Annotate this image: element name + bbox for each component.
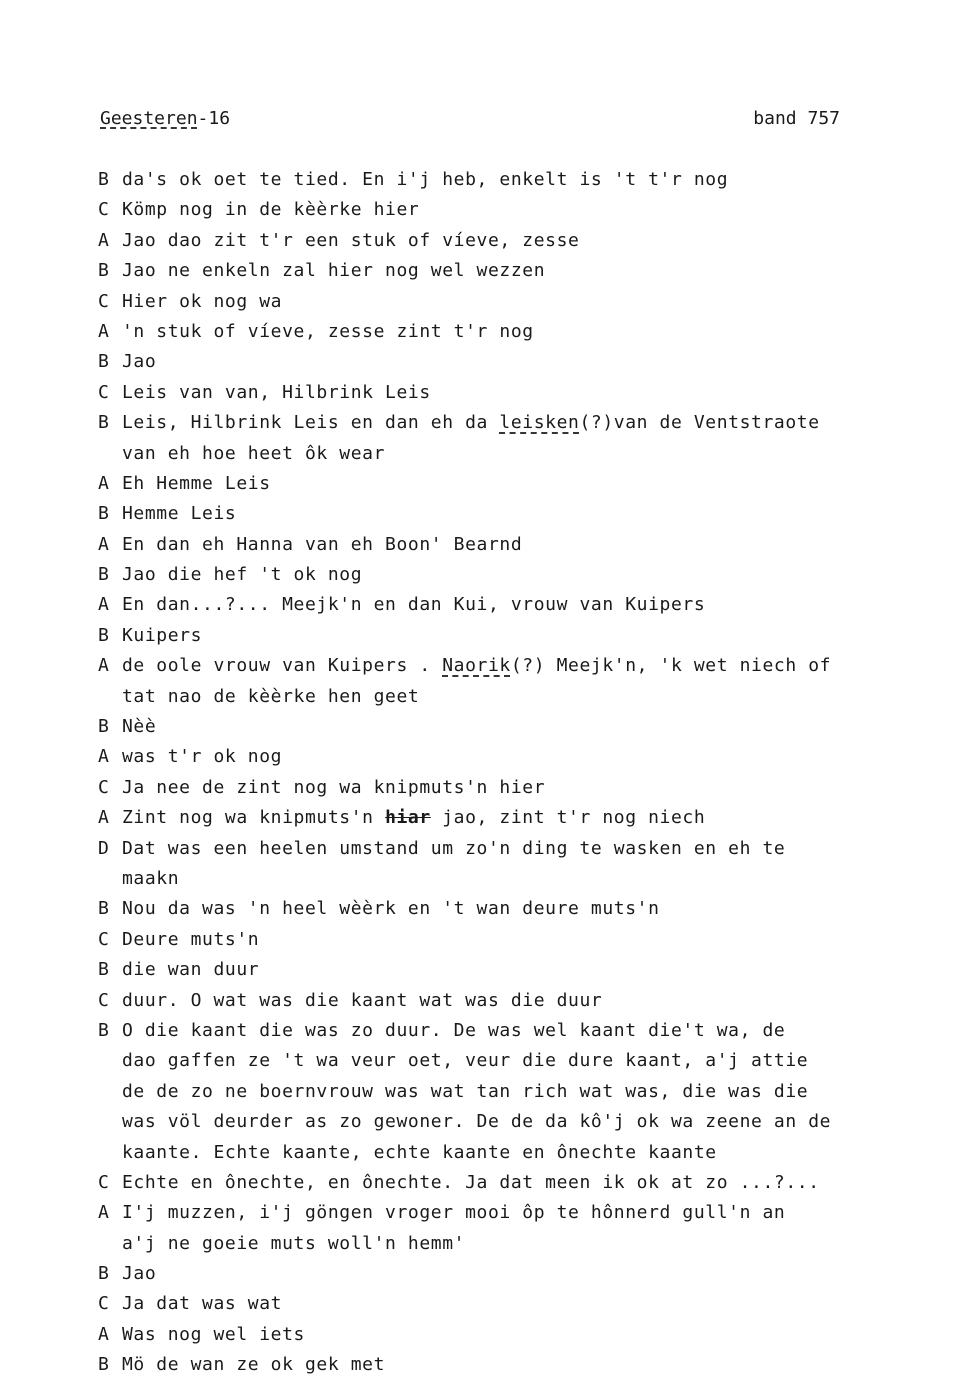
speaker-label: B — [98, 898, 110, 920]
header-place-number — [100, 106, 230, 132]
utterance-text-part: jao, zint t'r nog niech — [430, 807, 706, 829]
utterance-text-part: (?) Meejk'n, 'k wet niech of — [510, 655, 832, 677]
utterance-text: Mö de wan ze ok gek met — [122, 1354, 386, 1376]
header-number: -16 — [197, 108, 231, 129]
utterance-text: En dan...?... Meejk'n en dan Kui, vrouw van Kuipers — [122, 594, 706, 616]
speaker-label: A — [98, 1202, 110, 1224]
transcript-line — [98, 1168, 898, 1198]
transcript-line — [98, 499, 898, 529]
transcript-line — [98, 1198, 898, 1228]
transcript-line — [98, 1259, 898, 1289]
transcript-line — [98, 256, 898, 286]
transcript-line — [98, 1046, 898, 1076]
transcript-line — [98, 195, 898, 225]
utterance-text: duur. O wat was die kaant wat was die duur — [122, 989, 603, 1011]
transcript-line — [98, 803, 898, 833]
transcript-line — [98, 864, 898, 894]
utterance-text: dao gaffen ze 't wa veur oet, veur die dure kaant, a'j attie — [122, 1050, 809, 1072]
speaker-label: A — [98, 807, 110, 829]
utterance-text: die wan duur — [122, 959, 260, 981]
utterance-text: kaante. Echte kaante, echte kaante en ônechte kaante — [122, 1141, 717, 1163]
speaker-label: B — [98, 169, 110, 190]
transcript-line — [98, 894, 898, 924]
speaker-label: B — [98, 959, 110, 981]
utterance-text: Kömp nog in de kèèrke hier — [122, 199, 420, 221]
utterance-text: da's ok oet te tied. En i'j heb, enkelt is 't t'r nog — [122, 169, 729, 190]
utterance-text: Deure muts'n — [122, 928, 260, 950]
speaker-label — [98, 1046, 122, 1076]
utterance-text: tat nao de kèèrke hen geet — [122, 685, 420, 707]
utterance-text: Eh Hemme Leis — [122, 472, 271, 494]
utterance-text: was t'r ok nog — [122, 746, 283, 768]
speaker-label: B — [98, 716, 110, 738]
speaker-label: A — [98, 746, 110, 768]
utterance-text-part: Leis, Hilbrink Leis en dan eh da — [122, 412, 500, 434]
transcript-line — [98, 925, 898, 955]
utterance-text: van eh hoe heet ôk wear — [122, 442, 386, 464]
uncertain-word: leisken — [499, 412, 580, 434]
speaker-label: D — [98, 837, 110, 859]
utterance-text: Ja nee de zint nog wa knipmuts'n hier — [122, 776, 546, 798]
utterance-text: Kuipers — [122, 624, 203, 646]
utterance-text: a'j ne goeie muts woll'n hemm' — [122, 1232, 466, 1254]
transcript-line — [98, 378, 898, 408]
utterance-text: Nèè — [122, 716, 157, 738]
speaker-label: A — [98, 1323, 110, 1345]
utterance-text — [122, 803, 705, 833]
utterance-text: Jao — [122, 1263, 157, 1285]
utterance-text: Ja dat was wat — [122, 1293, 283, 1315]
speaker-label: C — [98, 1293, 110, 1315]
speaker-label — [98, 1107, 122, 1137]
utterance-text: Hemme Leis — [122, 503, 237, 525]
utterance-text: Leis van van, Hilbrink Leis — [122, 381, 431, 403]
utterance-text: Jao dao zit t'r een stuk of víeve, zesse — [122, 229, 580, 251]
utterance-text: de de zo ne boernvrouw was wat tan rich wat was, die was die — [122, 1080, 809, 1102]
transcript-line — [98, 1138, 898, 1168]
transcript-line — [98, 590, 898, 620]
transcript-line — [98, 347, 898, 377]
transcript-line — [98, 651, 898, 681]
transcript-line — [98, 408, 898, 438]
transcript-line — [98, 165, 898, 195]
speaker-label — [98, 1229, 122, 1259]
speaker-label: A — [98, 472, 110, 494]
speaker-label — [98, 439, 122, 469]
transcript-line — [98, 226, 898, 256]
transcript-line — [98, 773, 898, 803]
transcript-line — [98, 439, 898, 469]
speaker-label — [98, 1077, 122, 1107]
transcript-line — [98, 1320, 898, 1350]
speaker-label: B — [98, 503, 110, 525]
transcript-line — [98, 560, 898, 590]
utterance-text: I'j muzzen, i'j göngen vroger mooi ôp te hônnerd gull'n an — [122, 1202, 786, 1224]
transcript-line — [98, 712, 898, 742]
transcript-line — [98, 469, 898, 499]
speaker-label: B — [98, 1354, 110, 1376]
utterance-text: Was nog wel iets — [122, 1323, 305, 1345]
speaker-label: C — [98, 381, 110, 403]
transcript-line — [98, 1289, 898, 1319]
transcript-line — [98, 986, 898, 1016]
transcript-line — [98, 742, 898, 772]
transcript-line — [98, 682, 898, 712]
speaker-label — [98, 864, 122, 894]
transcript-line — [98, 530, 898, 560]
speaker-label: A — [98, 533, 110, 555]
speaker-label: A — [98, 594, 110, 616]
utterance-text: maakn — [122, 867, 180, 889]
speaker-label: C — [98, 776, 110, 798]
speaker-label: B — [98, 564, 110, 586]
transcript-line — [98, 834, 898, 864]
utterance-text: Echte en ônechte, en ônechte. Ja dat meen ik ok at zo ...?... — [122, 1171, 820, 1193]
speaker-label: B — [98, 412, 110, 434]
transcript-line — [98, 621, 898, 651]
speaker-label: B — [98, 624, 110, 646]
speaker-label: B — [98, 260, 110, 282]
speaker-label: C — [98, 928, 110, 950]
speaker-label: C — [98, 199, 110, 221]
utterance-text-part: (?)van de Ventstraote — [579, 412, 820, 434]
speaker-label: C — [98, 290, 110, 312]
utterance-text-part: de oole vrouw van Kuipers . — [122, 655, 443, 677]
transcript-line — [98, 1107, 898, 1137]
speaker-label: A — [98, 655, 110, 677]
utterance-text: En dan eh Hanna van eh Boon' Bearnd — [122, 533, 523, 555]
speaker-label: B — [98, 351, 110, 373]
utterance-text: was völ deurder as zo gewoner. De de da kô'j ok wa zeene an de — [122, 1111, 832, 1133]
speaker-label — [98, 1138, 122, 1168]
utterance-text — [122, 651, 831, 681]
utterance-text — [122, 408, 820, 438]
uncertain-word: Naorik — [442, 655, 511, 677]
struck-word: hiar — [385, 807, 431, 829]
utterance-text-part: Zint nog wa knipmuts'n — [122, 807, 386, 829]
transcript-body — [98, 165, 898, 1381]
transcript-line — [98, 317, 898, 347]
utterance-text: Dat was een heelen umstand um zo'n ding te wasken en eh te — [122, 837, 786, 859]
transcript-line — [98, 955, 898, 985]
speaker-label — [98, 682, 122, 712]
speaker-label: B — [98, 1263, 110, 1285]
utterance-text: Jao — [122, 351, 157, 373]
utterance-text: Jao ne enkeln zal hier nog wel wezzen — [122, 260, 546, 282]
header-band: band 757 — [753, 108, 840, 129]
speaker-label: A — [98, 320, 110, 342]
speaker-label: B — [98, 1019, 110, 1041]
utterance-text: Hier ok nog wa — [122, 290, 283, 312]
speaker-label: C — [98, 989, 110, 1011]
speaker-label: A — [98, 229, 110, 251]
transcript-line — [98, 287, 898, 317]
page-header — [100, 106, 840, 132]
utterance-text: O die kaant die was zo duur. De was wel kaant die't wa, de — [122, 1019, 786, 1041]
transcript-line — [98, 1229, 898, 1259]
utterance-text: 'n stuk of víeve, zesse zint t'r nog — [122, 320, 534, 342]
utterance-text: Jao die hef 't ok nog — [122, 564, 363, 586]
transcript-line — [98, 1350, 898, 1380]
header-place: Geesteren — [100, 108, 198, 129]
utterance-text: Nou da was 'n heel wèèrk en 't wan deure muts'n — [122, 898, 660, 920]
transcript-line — [98, 1016, 898, 1046]
transcript-line — [98, 1077, 898, 1107]
speaker-label: C — [98, 1171, 110, 1193]
